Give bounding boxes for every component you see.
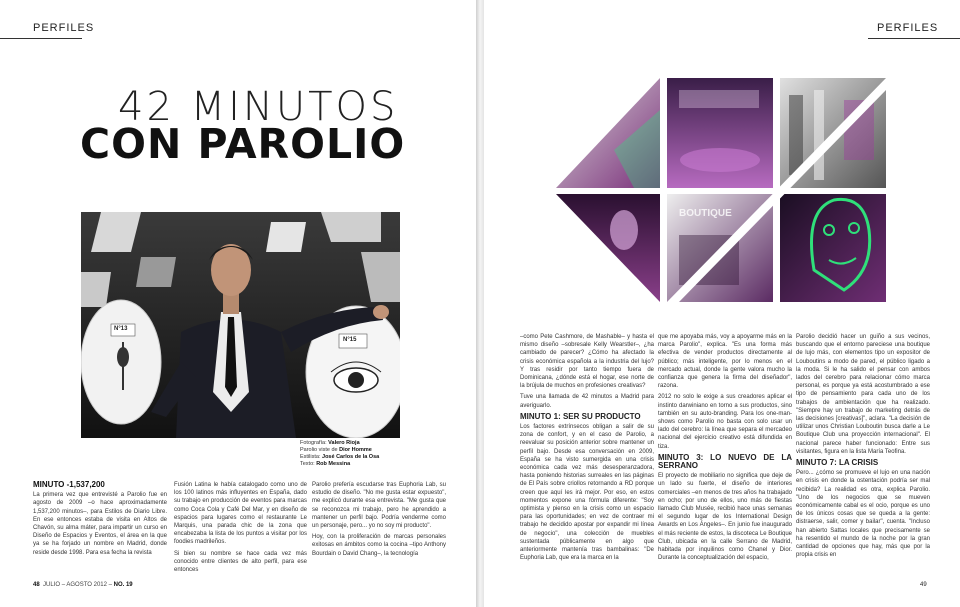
left-page <box>0 0 478 607</box>
portrait-photo <box>81 212 400 438</box>
svg-text:BOUTIQUE: BOUTIQUE <box>679 208 732 219</box>
paragraph: Parolio prefería escudarse tras Euphoria Lab, su estudio de diseño. "No me gusta estar expuesto", me explicó durante esa entrevista. "Me gusta que se reconozca mi trabajo, pero he aprendido a mantener un perfil bajo. Podría venderme como un personaje, pero... yo no soy mi producto". <box>312 482 446 530</box>
page-footer <box>33 582 133 588</box>
issue-date: JULIO – AGOSTO 2012 – <box>43 582 112 588</box>
paragraph: Parolio decidió hacer un guiño a sus vecinos, buscando que el entorno pareciese una boutique de lujo más, con elementos tipo un expositor de Louboutins a modo de pared, el público ligado a la moda. Si le ha salido el pensar con ambos lados del cerebro para relacionar cómo marca personal, es porque ya está acostumbrado a ese tipo de pensamiento para cada uno de los trabajos de ambientación que ha realizado. "Siempre hay un trabajo de marketing detrás de las decisiones [creativas]", aclara. "La decisión de utilizar unos Christian Louboutin busca darle a Le Boutique Club una proyección internacional". El nacional parece haber funcionado: Entre sus visitantes, figura en la lista María Teofina. <box>796 334 930 455</box>
collage-tile <box>556 194 660 302</box>
section-label: PERFILES <box>877 22 939 34</box>
page-number: 49 <box>920 582 927 588</box>
article-column-2 <box>174 481 307 577</box>
minute-heading: MINUTO -1,537,200 <box>33 480 105 489</box>
credit-line: Estilista: José Carlos de la Osa <box>300 454 380 460</box>
issue-number: NO. 19 <box>113 582 133 588</box>
article-column-6 <box>796 333 930 562</box>
right-page <box>484 0 960 607</box>
article-column-4 <box>520 333 654 565</box>
portrait-illustration <box>81 212 400 438</box>
paragraph: –como Pete Cashmore, de Mashable– y hasta el mismo diseño –sobresale Kelly Wearstler–, ¿ha cambiado de parecer? ¿Cómo ha afectado la crisis económica española a la industria del lujo? Y tras residir por tanto tiempo fuera de Dominicana, ¿dónde está el hogar, ese norte de la brújula de muchos en profesiones creativas? <box>520 334 654 390</box>
credit-line: Fotografía: Valero Rioja <box>300 440 360 446</box>
minute-heading: MINUTO 7: LA CRISIS <box>796 458 879 468</box>
paragraph: El proyecto de mobiliario no significa que deje de un lado su fuerte, el diseño de interiores comerciales –en menos de tres años ha trabajado en ocho; por uno de ellos, uno más de fiestas llamado Club Musée, recibió hace unas semanas el segundo lugar de los International Design Awards en Los Ángeles–. En junio fue inaugurado el más reciente de estos, la discoteca Le Boutique Club, ubicada en la calle Serrano de Madrid, habitada por inquilinos como Chanel y Dior. Durante la conceptualización del espacio, <box>658 473 792 562</box>
paragraph: Fusión Latina le había catalogado como uno de los 100 latinos más influyentes en España, dado su trabajo en producción de eventos para marcas como Coca Cola y Café Del Mar, y en diseño de espacios para lugares como el restaurante Le Marquis, una parada chic de la zona que encabezaba la lista de los puntos a visitar por los foodies madrileños. <box>174 482 307 546</box>
paragraph: Si bien su nombre se hace cada vez más conocido entre clientes de alto perfil, para ese entonces <box>174 550 307 574</box>
paragraph: Pero... ¿cómo se promueve el lujo en una nación en crisis en donde la ostentación podría ser mal recibida? La realidad es otra, explica Parolio. "Uno de los negocios que se mueven económicamente cabal es el ocio, porque es uno de los únicos cosas que se queda a la gente: distraerse, salir, comer y bailar", cuenta. "Incluso han abierto Sattas locales que precisamente se ha resentido el mundo de la noche por la gran cantidad de opciones que hay, más que por la propia crisis en <box>796 470 930 559</box>
section-label: PERFILES <box>33 22 95 34</box>
page-number: 48 <box>33 582 40 588</box>
paragraph: Los factores extrínsecos obligan a salir de su zona de confort, y en el caso de Parolio, a reevaluar su posición anterior sobre mantener un perfil bajo. Desde esa conversación en 2009, España se ha visto sumergida en una crisis económica cada vez más desesperanzadora, hasta poniendo historias surreales en las páginas de El País sobre criollos retornando a RD porque creen que aquí les irá mejor. Por eso, en estos momentos expone una fórmula diferente: "Soy optimista y pienso en la crisis como un espacio para las oportunidades; en vez de contraer mi trabajo he decidido apostar por expandir mi línea de negocio", una colección de muebles sustentada públicamente en algo que anteriormente mantenía tras bambalinas: "De Euphoria Lab, que era la marca en la <box>520 424 654 562</box>
photo-collage <box>484 0 960 310</box>
minute-heading: MINUTO 1: SER SU PRODUCTO <box>520 411 641 421</box>
paragraph: 2012 no solo le exige a sus creadores aplicar el instinto darwiniano en torno a sus productos, sino también en su auto-branding. Para los one-man-shows como Parolio no basta con solo usar un lado del cerebro: la línea que separa el mercadeo nacional del ejercicio creativo está difundida en tiza. <box>658 394 792 450</box>
paragraph: que me apoyaba más, voy a apoyarme más en la marca Parolio", explica. "Es una forma más efectiva de vender productos directamente al público; más inteligente, por lo menos en el mercado actual, donde la gente valora mucho la confianza que genera la firma del diseñador", razona. <box>658 334 792 390</box>
article-column-3 <box>312 481 446 561</box>
title-line1: 42 MINUTOS <box>118 84 399 130</box>
article-column-1 <box>33 481 167 560</box>
title-line2: CON PAROLIO <box>80 120 406 168</box>
paragraph: Tuve una llamada de 42 minutos a Madrid para averiguarlo. <box>520 394 654 409</box>
paragraph: La primera vez que entrevisté a Parolio fue en agosto de 2009 –o hace aproximadamente 1,537,200 minutos–, para Estilos de Diario Libre. En ese entonces estaba de visita en Altos de Chavón, su alma máter, para impartir un curso en Diseño de Espacios y Eventos, el área en la que ya se ha forjado un nombre en Madrid, donde reside desde 1998. Para esa fecha la revista <box>33 492 167 556</box>
minute-heading: MINUTO 3: LO NUEVO DE LA SERRANO <box>658 452 792 471</box>
photo-credits <box>300 440 379 468</box>
chair-tag-left: N°13 <box>114 326 128 332</box>
credit-line: Texto: Rob Messina <box>300 461 351 467</box>
section-rule <box>0 38 82 39</box>
article-column-5 <box>658 333 792 565</box>
credit-line: Parolio viste de Dior Homme <box>300 447 372 453</box>
paragraph: Hoy, con la proliferación de marcas personales exitosas en ámbitos como la cocina –tipo Anthony Bourdain o David Chang–, la tecnología <box>312 534 446 557</box>
chair-tag-right: N°15 <box>343 337 357 343</box>
